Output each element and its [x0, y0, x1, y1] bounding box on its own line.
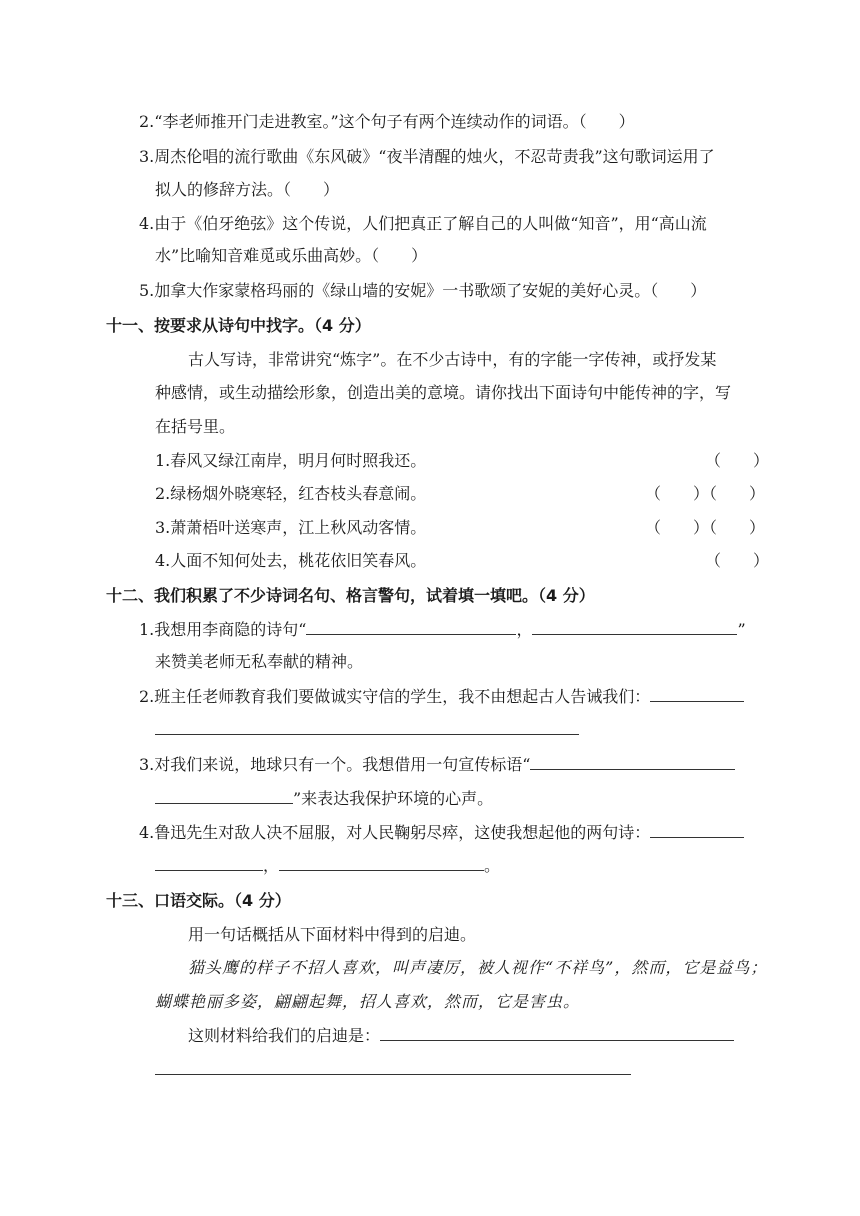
s13-prompt-line — [188, 1026, 734, 1046]
s11-poem-2: 2.绿杨烟外晓寒轻，红杏枝头春意闹。 — [155, 484, 427, 503]
s12-question-4-line2 — [155, 856, 500, 876]
s11-intro-line2: 种感情，或生动描绘形象，创造出美的意境。请你找出下面诗句中能传神的字，写 — [155, 383, 732, 402]
s10-question-3-line2: 拟人的修辞方法。（ ） — [155, 180, 340, 199]
s12-q1-prefix: 1.我想用李商隐的诗句“ — [139, 620, 307, 639]
s12-question-4-line1 — [139, 823, 744, 843]
s11-poem-4: 4.人面不知何处去，桃花依旧笑春风。 — [155, 551, 427, 570]
s12-q4-sep: ， — [263, 856, 280, 875]
s11-intro-line1: 古人写诗，非常讲究“炼字”。在不少古诗中，有的字能一字传神，或抒发某 — [188, 350, 717, 369]
s12-q4-blank-1[interactable] — [650, 823, 744, 838]
s13-instruction: 用一句话概括从下面材料中得到的启迪。 — [188, 925, 477, 944]
s12-q1-blank-1[interactable] — [306, 620, 516, 635]
s12-heading: 十二、我们积累了不少诗词名句、格言警句，试着填一填吧。（4 分） — [106, 586, 595, 605]
s11-poem-2-answer[interactable]: （ ）（ ） — [645, 484, 766, 503]
s12-q4-blank-3[interactable] — [279, 856, 484, 871]
s13-answer-line2 — [155, 1060, 631, 1080]
s13-material-line1: 猫头鹰的样子不招人喜欢，叫声凄厉，被人视作“不祥鸟”，然而，它是益鸟； — [188, 958, 768, 977]
s12-question-3-line2 — [155, 789, 493, 809]
s12-q1-blank-2[interactable] — [532, 620, 737, 635]
s11-poem-3: 3.萧萧梧叶送寒声，江上秋风动客情。 — [155, 518, 427, 537]
s11-poem-1: 1.春风又绿江南岸，明月何时照我还。 — [155, 451, 427, 470]
s11-poem-3-answer[interactable]: （ ）（ ） — [645, 518, 766, 537]
s12-question-1-line2: 来赞美老师无私奉献的精神。 — [155, 652, 364, 671]
s12-q1-end: ” — [737, 620, 746, 639]
s10-question-4-line1: 4.由于《伯牙绝弦》这个传说，人们把真正了解自己的人叫做“知音”，用“高山流 — [139, 214, 707, 233]
s13-material-line2: 蝴蝶艳丽多姿，翩翩起舞，招人喜欢，然而，它是害虫。 — [155, 992, 581, 1011]
s12-q4-prefix: 4.鲁迅先生对敌人决不屈服，对人民鞠躬尽瘁，这使我想起他的两句诗： — [139, 823, 651, 842]
s12-q3-suffix: ”来表达我保护环境的心声。 — [293, 789, 494, 808]
s11-intro-line3: 在括号里。 — [155, 417, 236, 436]
s12-q1-sep: ， — [516, 620, 533, 639]
s13-answer-blank-1[interactable] — [380, 1026, 734, 1041]
s10-question-5: 5.加拿大作家蒙格玛丽的《绿山墙的安妮》一书歌颂了安妮的美好心灵。（ ） — [139, 281, 707, 300]
s12-q2-blank-2[interactable] — [155, 720, 579, 735]
s10-question-3-line1: 3.周杰伦唱的流行歌曲《东风破》“夜半清醒的烛火，不忍苛责我”这句歌词运用了 — [139, 147, 715, 166]
s11-heading: 十一、按要求从诗句中找字。（4 分） — [106, 316, 371, 335]
s12-q4-end: 。 — [484, 856, 501, 875]
s10-question-2: 2.“李老师推开门走进教室。”这个句子有两个连续动作的词语。（ ） — [139, 112, 635, 131]
s12-q2-prefix: 2.班主任老师教育我们要做诚实守信的学生，我不由想起古人告诫我们： — [139, 687, 651, 706]
s13-prompt: 这则材料给我们的启迪是： — [188, 1026, 381, 1045]
s13-heading: 十三、口语交际。（4 分） — [106, 891, 291, 910]
s12-question-2-line2 — [155, 720, 579, 740]
s12-q4-blank-2[interactable] — [155, 856, 263, 871]
s12-question-3-line1 — [139, 755, 735, 775]
s12-question-1-line1 — [139, 620, 746, 640]
s12-q3-blank-1[interactable] — [530, 755, 735, 770]
s11-poem-1-answer[interactable]: （ ） — [705, 451, 770, 470]
s12-q2-blank-1[interactable] — [650, 687, 744, 702]
s12-q3-blank-2[interactable] — [155, 789, 293, 804]
s13-answer-blank-2[interactable] — [155, 1060, 631, 1075]
s11-poem-4-answer[interactable]: （ ） — [705, 551, 770, 570]
s10-question-4-line2: 水”比喻知音难觅或乐曲高妙。（ ） — [155, 246, 428, 265]
s12-question-2-line1 — [139, 687, 744, 707]
s12-q3-prefix: 3.对我们来说，地球只有一个。我想借用一句宣传标语“ — [139, 755, 531, 774]
